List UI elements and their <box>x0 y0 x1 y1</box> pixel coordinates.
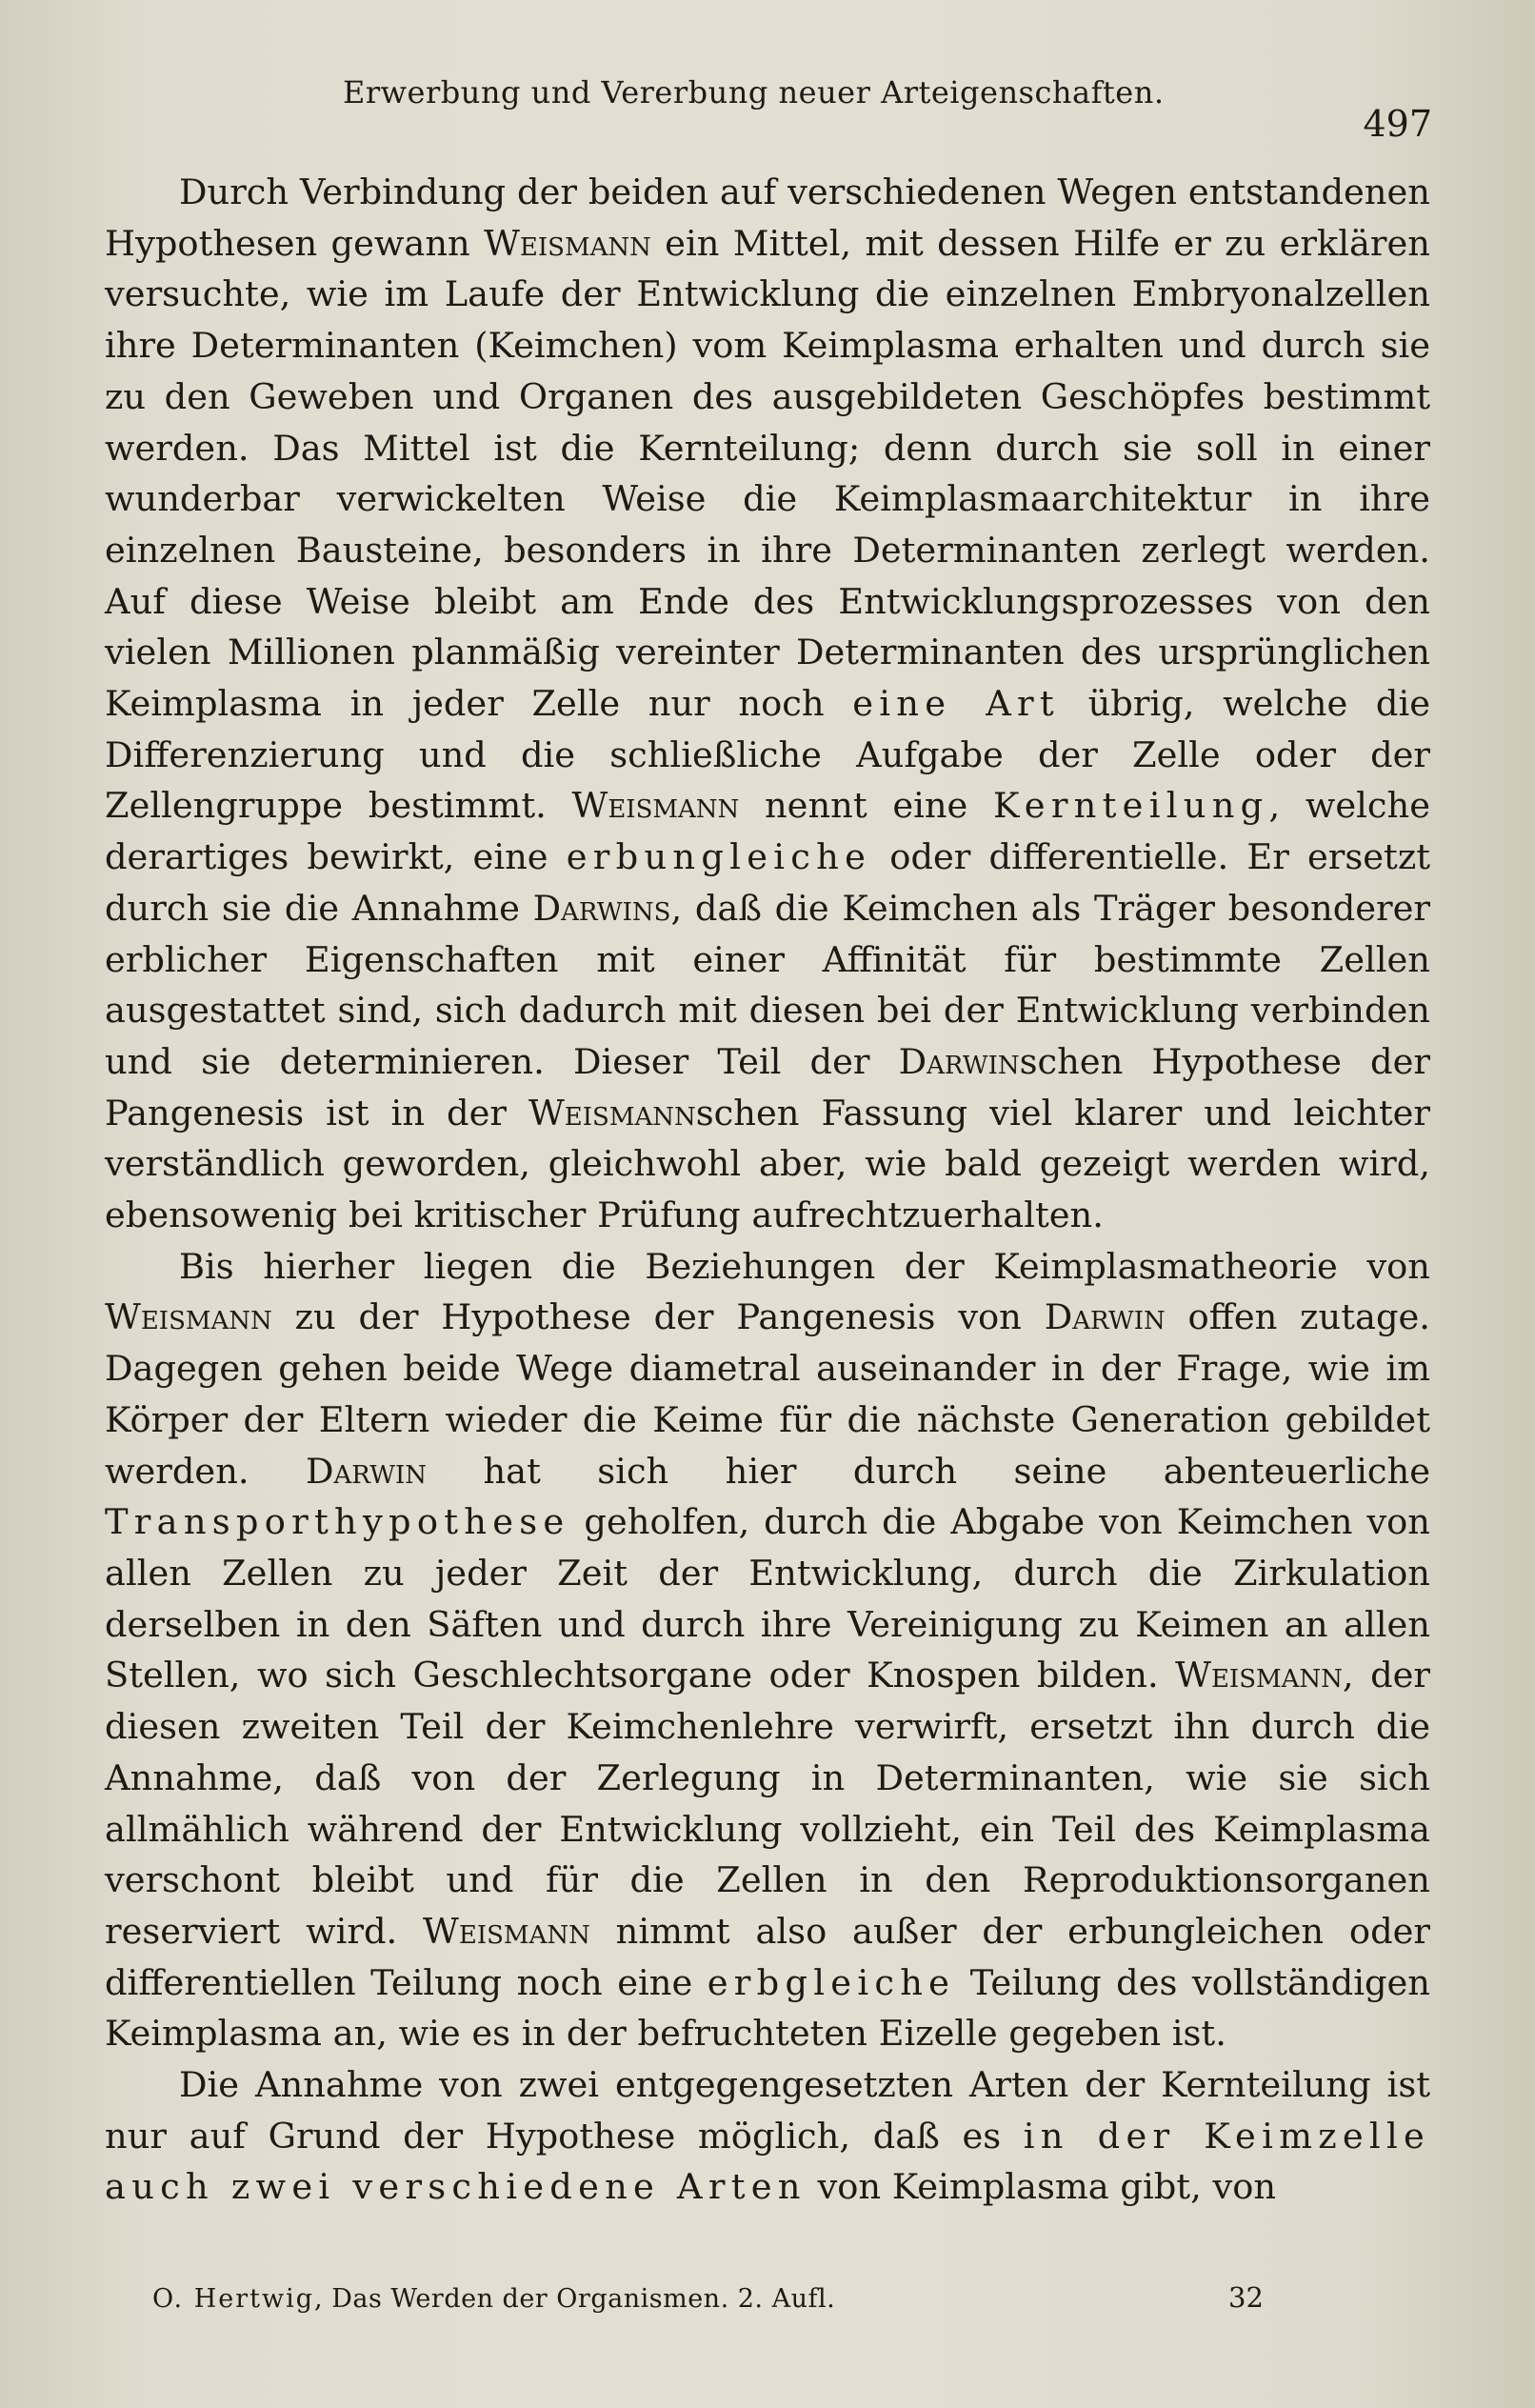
text-run: schen Hypothese der Pangenesis ist in der <box>105 1040 1430 1134</box>
text-run: , der diesen zweiten Teil der Keimchenlehre verwirft, ersetzt ihn durch die Annahme, daß von der Zerlegung in Determinanten, wie sie sich allmählich während der Entwicklung vollzieht, ein Teil des Keimplasma verschont bleibt und für die Zellen in den Reproduktionsorganen reserviert wird. <box>105 1655 1430 1952</box>
small-caps-name: Darwin <box>1044 1296 1166 1338</box>
small-caps-name: Darwin <box>898 1040 1020 1082</box>
text-run: übrig, welche die Differenzierung und die schließliche Aufgabe der Zelle oder der Zellengruppe bestimmt. <box>105 683 1430 827</box>
small-caps-name: Darwin <box>306 1450 428 1492</box>
text-run: ein Mittel, mit dessen Hilfe er zu erklären versuchte, wie im Laufe der Entwicklung die einzelnen Embryonalzellen ihre Determinanten (Keimchen) vom Keimplasma erhalten und durch sie zu den Geweben und Organen des ausgebildeten Geschöpfes bestimmt werden. Das Mittel ist die Kernteilung; denn durch sie soll in einer wunderbar verwickelten Weise die Keimplasmaarchitektur in ihre einzelnen Bausteine, besonders in ihre Determinanten zerlegt werden. Auf diese Weise bleibt am Ende des Entwicklungsprozesses von den vielen Millionen planmäßig vereinter Determinanten des ursprünglichen Keimplasma in jeder Zelle nur noch <box>105 222 1431 725</box>
text-run: schen Fassung viel klarer und leichter verständlich geworden, gleichwohl aber, wie bald gezeigt werden wird, ebensowenig bei kritischer Prüfung aufrechtzuerhalten. <box>105 1092 1430 1236</box>
paragraph <box>105 1241 1430 2059</box>
text-run: Durch Verbindung der beiden auf verschiedenen Wegen entstandenen Hypothesen gewann <box>105 171 1430 264</box>
spaced-emphasis: in der Keimzelle auch zwei verschiedene Arten <box>105 2115 1431 2208</box>
text-run: nennt eine <box>739 785 994 827</box>
footer-author: O. Hertwig <box>152 2284 315 2314</box>
footer <box>152 2284 835 2314</box>
paragraph <box>105 2059 1430 2213</box>
spaced-emphasis: Kernteilung <box>993 785 1269 827</box>
text-run: oder differentielle. Er ersetzt durch sie die Annahme <box>105 836 1431 929</box>
small-caps-name: Weismann <box>423 1910 590 1952</box>
body-text <box>105 167 1430 2213</box>
text-run: geholfen, durch die Abgabe von Keimchen von allen Zellen zu jeder Zeit der Entwicklung, durch die Zirkulation derselben in den Säften und durch ihre Vereinigung zu Keimen an allen Stellen, wo sich Geschlechtsorgane oder Knospen bilden. <box>105 1501 1430 1696</box>
text-run: Die Annahme von zwei entgegengesetzten Arten der Kernteilung ist nur auf Grund der Hypothese möglich, daß es <box>105 2064 1430 2157</box>
running-title: Erwerbung und Vererbung neuer Arteigenschaften. <box>343 74 1165 110</box>
text-run: Bis hierher liegen die Beziehungen der Keimplasmatheorie von <box>179 1245 1430 1287</box>
text-run: Teilung des vollständigen Keimplasma an, wie es in der befruchteten Eizelle gegeben ist. <box>105 1961 1430 2055</box>
text-run: von Keimplasma gibt, von <box>806 2166 1277 2208</box>
text-run: hat sich hier durch seine abenteuerliche <box>427 1450 1431 1492</box>
text-run: nimmt also außer der erbungleichen oder differentiellen Teilung noch eine <box>105 1910 1430 2003</box>
small-caps-name: Darwins <box>532 887 671 929</box>
text-run: zu der Hypothese der Pangenesis von <box>271 1296 1045 1338</box>
text-run: , daß die Keimchen als Träger besonderer erblicher Eigenschaften mit einer Affinität für bestimmte Zellen ausgestattet sind, sich dadurch mit diesen bei der Entwicklung verbinden und sie determinieren. Dieser Teil der <box>105 887 1430 1082</box>
small-caps-name: Weismann <box>105 1296 272 1338</box>
text-run: offen zutage. Dagegen gehen beide Wege diametral auseinander in der Frage, wie im Körper der Eltern wieder die Keime für die nächste Generation gebildet werden. <box>105 1296 1430 1492</box>
small-caps-name: Weismann <box>571 785 740 827</box>
small-caps-name: Weismann <box>528 1092 696 1134</box>
paragraph <box>105 167 1430 1241</box>
page-number: 497 <box>1363 103 1432 145</box>
spaced-emphasis: erbgleiche <box>707 1961 956 2003</box>
spaced-emphasis: Transporthypothese <box>105 1501 570 1543</box>
spaced-emphasis: eine Art <box>852 683 1060 725</box>
sheet-signature: 32 <box>1228 2281 1264 2314</box>
footer-title: , Das Werden der Organismen. 2. Aufl. <box>314 2284 836 2314</box>
text-run: , welche derartiges bewirkt, eine <box>105 785 1430 878</box>
small-caps-name: Weismann <box>484 222 651 264</box>
small-caps-name: Weismann <box>1175 1655 1343 1696</box>
spaced-emphasis: erbungleiche <box>566 836 872 878</box>
